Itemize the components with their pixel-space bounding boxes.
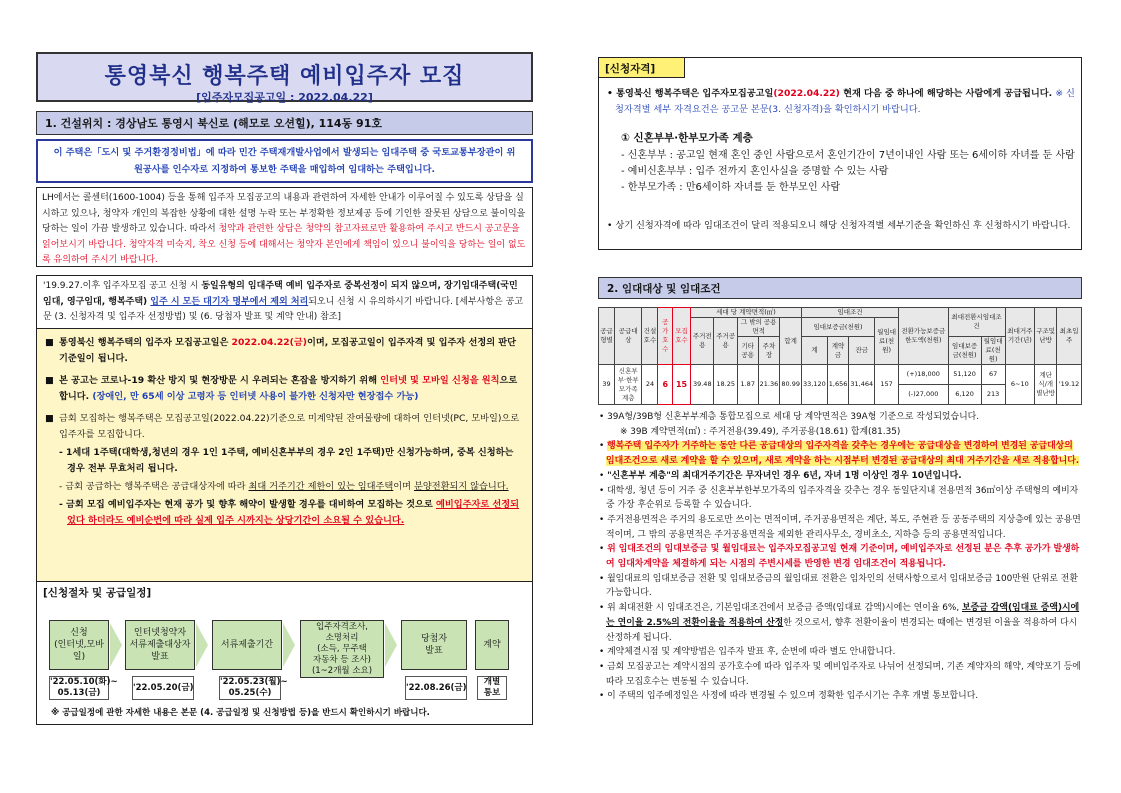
td-target: 신혼부부·한부모가족계층 — [615, 365, 642, 405]
step-doc-notice-label: 인터넷청약자 서류제출대상자 발표 — [129, 628, 191, 662]
key-point-2: ■ 본 공고는 코로나-19 확산 방지 및 현장방문 시 우려되는 혼잡을 방지하기 위해 인터넷 및 모바일 신청을 원칙으로 합니다. (장애인, 만 65세 이상 고령자 등 인터넷 사용이 불가한 신청자만 현장접수 가능) — [45, 375, 518, 402]
arrow-2 — [196, 623, 208, 667]
group-item-single-parent: - 한부모가족 : 만6세이하 자녀를 둔 한부모인 사람 — [621, 182, 841, 193]
th-structure: 구조및난방 — [1035, 308, 1057, 365]
date-doc-notice — [132, 676, 194, 700]
td-total: 80.99 — [780, 365, 802, 405]
date-contract — [477, 676, 507, 700]
td-max-period: 6~10 — [1005, 365, 1035, 405]
qualification-box — [598, 57, 1082, 250]
td-shared: 18.25 — [714, 365, 737, 405]
detail-1: - 1세대 1주택(대학생,청년의 경우 1인 1주택, 예비신혼부부의 경우 2인 1주택)만 신청가능하며, 중복 신청하는 경우 전부 무효처리 됩니다. — [59, 447, 514, 474]
td-built: 24 — [642, 365, 658, 405]
key-point-3: ■ 금회 모집하는 행복주택은 모집공고일(2022.04.22)기준으로 미계약된 잔여물량에 대하여 인터넷(PC, 모바일)으로 입주자를 모집합니다. — [45, 413, 520, 440]
condition-notes — [598, 410, 1082, 704]
td-monthly: 157 — [875, 365, 899, 405]
condition-note: • 위 임대조건의 임대보증금 및 월임대료는 입주자모집공고일 현재 기준이며, 예비입주자로 선정된 분은 추후 공가가 발생하여 임대차계약을 체결하게 되는 시점의 주변시세를 반영한 변경 임대조건이 적용됩니다. — [599, 544, 1080, 570]
td-contract: 1,656 — [827, 365, 849, 405]
th-vacant: 공가호수 — [658, 308, 673, 365]
condition-note — [598, 425, 1082, 440]
step-doc-notice — [125, 620, 195, 670]
section2-heading: 2. 임대대상 및 임대조건 — [598, 277, 1082, 299]
page-title: 통영북신 행복주택 예비입주자 모집 — [104, 64, 465, 89]
group-items — [621, 148, 1077, 196]
date-doc-submit-text: '22.05.23(월)~ 05.25(수) — [220, 677, 288, 698]
th-other: 기타공용 — [737, 337, 758, 365]
condition-note-text: 위 최대전환 시 임대조건은, 기본임대조건에서 보증금 증액(임대료 감액)시에는 연이율 6%, — [607, 603, 962, 614]
intro-box: 이 주택은「도시 및 주거환경정비법」에 따라 민간 주택재개발사업에서 발생되는 임대주택 중 국토교통부장관이 위원공사를 인수자로 지정하여 통보한 주택을 매입하여 임대하는 주택입니다. — [36, 139, 533, 183]
location-heading: 1. 건설위치 : 경상남도 통영시 북신로 (해모로 오션힐), 114동 91호 — [36, 111, 533, 135]
condition-note-text: 위 임대조건의 임대보증금 및 월임대료는 입주자모집공고일 현재 기준이며, 예비입주자로 선정된 분은 추후 공가가 발생하여 임대차계약을 체결하게 되는 시점의 주변시세를 반영한 변경 임대조건이 적용됩니다. — [606, 544, 1080, 570]
duplicate-notice-b: 동일유형의 임대주택 예비 입주자로 중복선정이 되지 않으며, 장기임대주택(국민임대, 영구임대, 행복주택) — [43, 281, 518, 307]
group-item-engaged: - 예비신혼부부 : 입주 전까지 혼인사실을 증명할 수 있는 사람 — [621, 166, 889, 177]
step-screening — [300, 620, 384, 678]
condition-note-text: 보증금 감액(임대료 증액)시에는 연이율 2.5%의 전환이율을 적용하여 산정 — [606, 603, 1080, 628]
arrow-3 — [283, 623, 295, 667]
date-apply — [49, 676, 118, 700]
key-points-box — [36, 328, 533, 586]
condition-note: • 행복주택 입주자가 거주하는 동안 다른 공급대상의 입주자격을 갖추는 경우에는 공급대상을 변경하여 변경된 공급대상의 임대조건으로 새로 계약을 할 수 있으며, 새로 계약을 하는 시점부터 변경된 공급대상의 최대 거주기간을 새로 적용합니다. — [599, 441, 1080, 467]
key-point-1: ■ 통영북신 행복주택의 입주자 모집공고일은 2022.04.22(금)이며, 모집공고일이 입주자격 및 입주자 선정의 판단기준일이 됩니다. — [45, 337, 517, 364]
td-conv-rent-2: 213 — [981, 385, 1005, 405]
td-vacant: 6 — [658, 365, 673, 405]
qualification-note: • 상기 신청자격에 따라 임대조건이 달리 적용되오니 해당 신청자격별 세부기준을 확인하신 후 신청하시기 바랍니다. — [607, 220, 1071, 231]
step-apply — [49, 620, 109, 670]
detail-3: - 금회 모집 예비입주자는 현재 공가 및 향후 해약이 발생할 경우를 대비하여 모집하는 것으로 예비입주자로 선정되었다 하더라도 예비순번에 따라 실제 입주 시까지는 상당기간이 소요될 수 있습니다. — [59, 499, 520, 526]
th-shared: 주거공용 — [714, 318, 737, 365]
th-area-group: 세대 당 계약면적(㎡) — [691, 308, 802, 318]
rent-condition-table — [598, 307, 1082, 405]
condition-note-text: 월임대료의 임대보증금 전환 및 임대보증금의 월임대료 전환은 임차인의 선택사항으로서 임대보증금 100만원 단위로 전환 가능합니다. — [606, 573, 1078, 599]
date-winner-text: '22.08.26(금) — [406, 682, 467, 693]
td-conv-dep-1: 51,120 — [948, 365, 981, 385]
condition-note-text: 계약체결시점 및 계약방법은 입주자 발표 후, 순번에 따라 별도 안내합니다. — [607, 647, 896, 658]
duplicate-notice-a: '19.9.27.이후 입주자모집 공고 신청 시 — [43, 281, 202, 291]
arrow-4 — [385, 623, 397, 667]
condition-note-text: ※ 39B 계약면적(㎡) : 주거전용(39.49), 주거공용(18.61) 합계(81.35) — [620, 426, 901, 437]
step-screening-label: 입주자격조사, 소명처리 (소득, 무주택 자동차 등 조사) (1~2개월 소요) — [311, 621, 373, 676]
schedule-box — [36, 581, 533, 725]
td-first-move: '19.12 — [1057, 365, 1082, 405]
th-first-move: 최초입주 — [1057, 308, 1082, 365]
condition-note-text: 한 것으로서, 향후 전환이율이 변경되는 때에는 변경된 이율을 적용하여 다시 산정하게 됩니다. — [606, 617, 1078, 643]
th-parking: 주차장 — [758, 337, 780, 365]
td-balance: 31,464 — [849, 365, 875, 405]
th-monthly: 월임대료(천원) — [875, 318, 899, 365]
th-balance: 잔금 — [849, 337, 875, 365]
condition-note: • 월임대료의 임대보증금 전환 및 임대보증금의 월임대료 전환은 임차인의 선택사항으로서 임대보증금 100만원 단위로 전환 가능합니다. — [599, 573, 1078, 599]
td-recruit: 15 — [673, 365, 691, 405]
group-item-newlywed: - 신혼부부 : 공고일 현재 혼인 중인 사람으로서 혼인기간이 7년이내인 사람 또는 6세이하 자녀를 둔 사람 — [621, 150, 1075, 161]
th-contract: 계약금 — [827, 337, 849, 365]
th-max-period: 최대거주기간(년) — [1005, 308, 1035, 365]
td-exclusive: 39.48 — [691, 365, 714, 405]
th-dep-total: 계 — [801, 337, 827, 365]
condition-note: • 대학생, 청년 등이 거주 중 신혼부부한부모가족의 입주자격을 갖추는 경우 동일단지내 전용면적 36㎡이상 주택형의 예비자 중 가장 후순위로 등록할 수 있습니다. — [599, 485, 1079, 511]
condition-note: • 이 주택의 입주예정일은 사정에 따라 변경될 수 있으며 정확한 입주시기는 추후 개별 통보합니다. — [599, 691, 979, 702]
step-apply-label: 신청 (인터넷,모바일) — [54, 628, 104, 662]
step-doc-submit — [212, 620, 282, 670]
condition-note: • "신혼부부 계층"의 최대거주기간은 무자녀인 경우 6년, 자녀 1명 이상인 경우 10년입니다. — [599, 470, 962, 481]
condition-note-text: 39A형/39B형 신혼부부계층 통합모집으로 세대 당 계약면적은 39A형 기준으로 작성되었습니다. — [607, 412, 980, 422]
th-built: 건설호수 — [642, 308, 658, 365]
td-structure: 계단식/개별난방 — [1035, 365, 1057, 405]
duplicate-notice-c: 입주 시 모든 대기자 명부에서 제외 처리 — [150, 296, 309, 307]
td-conv-limit-2: (-)27,000 — [899, 385, 948, 405]
condition-note-text: 이 주택의 입주예정일은 사정에 따라 변경될 수 있으며 정확한 입주시기는 추후 개별 통보합니다. — [607, 691, 979, 702]
date-contract-text: 개별 통보 — [483, 677, 501, 698]
condition-note-text: 금회 모집공고는 계약시점의 공가호수에 따라 입주자 및 예비입주자로 나뉘어 선정되며, 기존 계약자의 해약, 계약포기 등에 따라 모집호수는 변동될 수 있습니다. — [606, 661, 1081, 687]
condition-note: • 계약체결시점 및 계약방법은 입주자 발표 후, 순번에 따라 별도 안내합니다. — [599, 647, 896, 658]
detail-2: - 금회 공급하는 행복주택은 공급대상자에 따라 최대 거주기간 제한이 있는 임대주택이며 분양전환되지 않습니다. — [59, 481, 509, 492]
td-conv-rent-1: 67 — [981, 365, 1005, 385]
td-dep-total: 33,120 — [801, 365, 827, 405]
condition-note-text: 행복주택 입주자가 거주하는 동안 다른 공급대상의 입주자격을 갖추는 경우에는 공급대상을 변경하여 변경된 공급대상의 임대조건으로 새로 계약을 할 수 있으며, 새로 계약을 하는 시점부터 변경된 공급대상의 최대 거주기간을 새로 적용합니다. — [606, 441, 1080, 467]
group-title: ① 신혼부부·한부모가족 계층 — [621, 132, 753, 144]
condition-note-text: 주거전용면적은 주거의 용도로만 쓰이는 면적이며, 주거공용면적은 계단, 복도, 주현관 등 공동주택의 지상층에 있는 공용면적이며, 그 밖의 공용면적은 주거공용면적을 제외한 관리사무소, 경비초소, 지하층 등의 공용면적입니다. — [606, 514, 1081, 540]
th-type: 공급형별 — [599, 308, 615, 365]
announcement-date: [입주자모집공고일 : 2022.04.22] — [196, 91, 373, 104]
th-conv-limit: 전환가능보증금한도액(천원) — [899, 308, 948, 365]
condition-note: • 39A형/39B형 신혼부부계층 통합모집으로 세대 당 계약면적은 39A형 기준으로 작성되었습니다. — [599, 412, 980, 422]
td-type: 39 — [599, 365, 615, 405]
condition-note: • 주거전용면적은 주거의 용도로만 쓰이는 면적이며, 주거공용면적은 계단, 복도, 주현관 등 공동주택의 지상층에 있는 공용면적이며, 그 밖의 공용면적은 주거공용면적을 제외한 관리사무소, 경비초소, 지하층 등의 공용면적입니다. — [599, 514, 1081, 540]
schedule-heading: [신청절차 및 공급일정] — [43, 587, 152, 599]
th-other-group: 그 밖의 공용면적 — [737, 318, 779, 337]
condition-note-text: "신혼부부 계층"의 최대거주기간은 무자녀인 경우 6년, 자녀 1명 이상인 경우 10년입니다. — [607, 470, 962, 481]
th-target: 공급대상 — [615, 308, 642, 365]
th-rent-group: 임대조건 — [801, 308, 898, 318]
date-apply-text: '22.05.10(화)~ 05.13(금) — [50, 677, 118, 698]
date-doc-submit — [219, 676, 288, 700]
duplicate-notice — [36, 275, 533, 330]
th-total: 합계 — [780, 318, 802, 365]
th-exclusive: 주거전용 — [691, 318, 714, 365]
date-winner — [405, 676, 467, 700]
condition-note: • 위 최대전환 시 임대조건은, 기본임대조건에서 보증금 증액(임대료 감액)시에는 연이율 6%, 보증금 감액(임대료 증액)시에는 연이율 2.5%의 전환이율을 적용하여 산정한 것으로서, 향후 전환이율이 변경되는 때에는 변경된 이율을 적용하여 다시 산정하게 됩니다. — [599, 603, 1080, 643]
consult-notice-warning: 청약과 관련한 상담은 청약의 참고자료로만 활용하여 주시고 반드시 공고문을 읽어보시기 바랍니다. 청약자격 미숙지, 착오 신청 등에 대해서는 청약자 본인에게 책임이 있으니 불이익을 당하는 일이 없도록 유의하여 주시기 바랍니다. — [42, 224, 526, 265]
qualification-heading: [신청자격] — [599, 58, 685, 78]
th-conv-dep: 임대보증금(천원) — [948, 337, 981, 365]
duplicate-notice-d: 되오니 신청 시 유의하시기 바랍니다. [세부사항은 공고문 (3. 신청자격 및 입주자 선정방법) 및 (6. 당첨자 발표 및 계약 안내) 참조] — [43, 296, 524, 322]
consult-notice-text: LH에서는 콜센터(1600-1004) 등을 통해 입주자 모집공고의 내용과 관련하여 자세한 안내가 이루어질 수 있도록 상담을 실시하고 있으나, 청약자 개인의 복잡한 상황에 대한 설명 누락 또는 부정확한 정보제공 등에 기인한 잘못된 상담으로 불이익을 당하는 일이 가끔 발생하고 있습니다. 따라서 — [42, 193, 526, 234]
th-deposit-group: 임대보증금(천원) — [801, 318, 874, 337]
th-max-conv: 최대전환시임대조건 — [948, 308, 1005, 337]
th-conv-rent: 월임대료(천원) — [981, 337, 1005, 365]
td-parking: 21.36 — [758, 365, 780, 405]
consult-notice — [36, 187, 533, 267]
th-recruit: 모집호수 — [673, 308, 691, 365]
arrow-1 — [110, 623, 122, 667]
step-winner — [401, 620, 467, 670]
td-conv-limit-1: (+)18,000 — [899, 365, 948, 385]
title-box — [36, 52, 533, 102]
date-doc-notice-text: '22.05.20(금) — [133, 682, 194, 693]
condition-note-text: 대학생, 청년 등이 거주 중 신혼부부한부모가족의 입주자격을 갖추는 경우 동일단지내 전용면적 36㎡이상 주택형의 예비자 중 가장 후순위로 등록할 수 있습니다. — [606, 485, 1079, 511]
step-winner-label: 당첨자 발표 — [420, 634, 448, 656]
qualification-intro: • 통영북신 행복주택은 입주자모집공고일(2022.04.22) 현재 다음 중 하나에 해당하는 사람에게 공급됩니다. ※ 신청자격별 세부 자격요건은 공고문 본문(3. 신청자격)을 확인하시기 바랍니다. — [607, 88, 1075, 115]
step-contract — [475, 620, 509, 670]
td-other: 1.87 — [737, 365, 758, 405]
condition-note: • 금회 모집공고는 계약시점의 공가호수에 따라 입주자 및 예비입주자로 나뉘어 선정되며, 기존 계약자의 해약, 계약포기 등에 따라 모집호수는 변동될 수 있습니다. — [599, 661, 1081, 687]
schedule-note: ※ 공급일정에 관한 자세한 내용은 본문 (4. 공급일정 및 신청방법 등)을 반드시 확인하시기 바랍니다. — [51, 708, 430, 718]
step-doc-submit-label: 서류제출기간 — [220, 640, 274, 650]
step-contract-label: 계약 — [483, 640, 501, 650]
td-conv-dep-2: 6,120 — [948, 385, 981, 405]
